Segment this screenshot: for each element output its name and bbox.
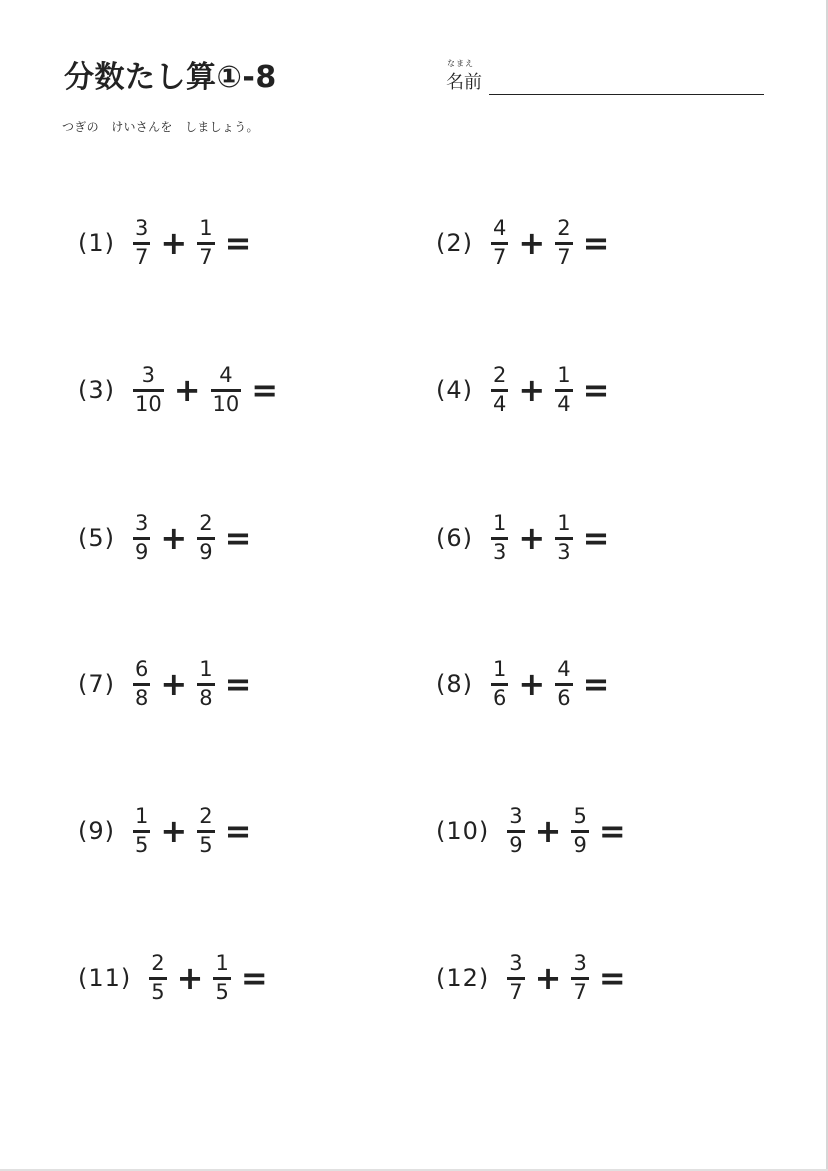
numerator: 2 xyxy=(199,511,213,535)
fraction-a xyxy=(133,364,164,416)
equals-sign: = xyxy=(582,518,610,557)
numerator: 6 xyxy=(135,657,149,681)
problem-12 xyxy=(436,952,626,1004)
equals-sign: = xyxy=(582,223,610,262)
denominator: 7 xyxy=(557,244,571,269)
problem-9 xyxy=(78,805,251,857)
problem-number: (4) xyxy=(436,375,473,404)
name-label: 名前 xyxy=(446,72,482,93)
fraction-a xyxy=(491,512,508,564)
denominator: 5 xyxy=(215,979,229,1004)
fraction-a xyxy=(133,217,150,269)
numerator: 5 xyxy=(573,804,587,828)
numerator: 3 xyxy=(141,363,156,387)
denominator: 6 xyxy=(493,685,507,710)
problem-number: (5) xyxy=(78,523,115,552)
numerator: 1 xyxy=(199,657,213,681)
denominator: 3 xyxy=(557,539,571,564)
problem-1 xyxy=(78,217,251,269)
denominator: 9 xyxy=(509,832,523,857)
name-ruby: なまえ xyxy=(447,59,474,68)
problem-number: (11) xyxy=(78,963,132,992)
fraction-b xyxy=(197,658,214,710)
problem-number: (12) xyxy=(436,963,490,992)
problem-11 xyxy=(78,952,268,1004)
plus-sign: + xyxy=(534,811,562,850)
fraction-b xyxy=(571,805,588,857)
fraction-b xyxy=(197,217,214,269)
equals-sign: = xyxy=(598,958,626,997)
numerator: 1 xyxy=(199,216,213,240)
plus-sign: + xyxy=(160,664,188,703)
problem-number: (1) xyxy=(78,228,115,257)
numerator: 2 xyxy=(199,804,213,828)
fraction-a xyxy=(507,805,524,857)
problem-number: (8) xyxy=(436,669,473,698)
fraction-b xyxy=(555,217,572,269)
fraction-b xyxy=(197,805,214,857)
denominator: 5 xyxy=(135,832,149,857)
numerator: 1 xyxy=(557,363,571,387)
numerator: 3 xyxy=(509,804,523,828)
numerator: 1 xyxy=(215,951,229,975)
denominator: 7 xyxy=(135,244,149,269)
plus-sign: + xyxy=(518,664,546,703)
fraction-a xyxy=(491,364,508,416)
plus-sign: + xyxy=(160,223,188,262)
fraction-a xyxy=(133,512,150,564)
equals-sign: = xyxy=(582,664,610,703)
equals-sign: = xyxy=(224,518,252,557)
numerator: 1 xyxy=(557,511,571,535)
plus-sign: + xyxy=(176,958,204,997)
denominator: 7 xyxy=(509,979,523,1004)
fraction-a xyxy=(491,658,508,710)
numerator: 1 xyxy=(493,657,507,681)
numerator: 4 xyxy=(557,657,571,681)
numerator: 3 xyxy=(573,951,587,975)
denominator: 9 xyxy=(135,539,149,564)
denominator: 3 xyxy=(493,539,507,564)
problem-number: (2) xyxy=(436,228,473,257)
fraction-a xyxy=(149,952,166,1004)
plus-sign: + xyxy=(518,370,546,409)
plus-sign: + xyxy=(173,370,201,409)
denominator: 8 xyxy=(199,685,213,710)
fraction-a xyxy=(491,217,508,269)
fraction-b xyxy=(197,512,214,564)
problem-number: (10) xyxy=(436,816,490,845)
problem-number: (7) xyxy=(78,669,115,698)
equals-sign: = xyxy=(598,811,626,850)
denominator: 10 xyxy=(135,391,162,416)
denominator: 7 xyxy=(573,979,587,1004)
problem-8 xyxy=(436,658,609,710)
problem-2 xyxy=(436,217,609,269)
fraction-b xyxy=(211,364,242,416)
equals-sign: = xyxy=(224,223,252,262)
fraction-b xyxy=(555,658,572,710)
denominator: 4 xyxy=(557,391,571,416)
equals-sign: = xyxy=(251,370,279,409)
denominator: 9 xyxy=(199,539,213,564)
fraction-b xyxy=(571,952,588,1004)
numerator: 2 xyxy=(557,216,571,240)
name-write-line[interactable] xyxy=(489,94,764,95)
denominator: 7 xyxy=(199,244,213,269)
plus-sign: + xyxy=(518,518,546,557)
denominator: 4 xyxy=(493,391,507,416)
equals-sign: = xyxy=(582,370,610,409)
plus-sign: + xyxy=(518,223,546,262)
problem-4 xyxy=(436,364,609,416)
fraction-b xyxy=(555,364,572,416)
problem-7 xyxy=(78,658,251,710)
numerator: 3 xyxy=(135,216,149,240)
problem-3 xyxy=(78,364,278,416)
denominator: 6 xyxy=(557,685,571,710)
problem-6 xyxy=(436,512,609,564)
problem-5 xyxy=(78,512,251,564)
plus-sign: + xyxy=(534,958,562,997)
problem-number: (9) xyxy=(78,816,115,845)
problem-number: (3) xyxy=(78,375,115,404)
plus-sign: + xyxy=(160,811,188,850)
numerator: 3 xyxy=(509,951,523,975)
denominator: 10 xyxy=(212,391,240,416)
equals-sign: = xyxy=(224,811,252,850)
numerator: 4 xyxy=(493,216,507,240)
numerator: 1 xyxy=(493,511,507,535)
denominator: 5 xyxy=(151,979,165,1004)
plus-sign: + xyxy=(160,518,188,557)
numerator: 4 xyxy=(219,363,233,387)
denominator: 9 xyxy=(573,832,587,857)
fraction-a xyxy=(133,805,150,857)
denominator: 7 xyxy=(493,244,507,269)
problem-number: (6) xyxy=(436,523,473,552)
denominator: 8 xyxy=(135,685,149,710)
problem-10 xyxy=(436,805,626,857)
fraction-b xyxy=(213,952,230,1004)
numerator: 2 xyxy=(493,363,507,387)
denominator: 5 xyxy=(199,832,213,857)
worksheet-title: 分数たし算①-8 xyxy=(64,60,277,95)
equals-sign: = xyxy=(240,958,268,997)
numerator: 1 xyxy=(135,804,149,828)
instruction-text: つぎの けいさんを しましょう。 xyxy=(62,120,259,134)
fraction-b xyxy=(555,512,572,564)
fraction-a xyxy=(507,952,524,1004)
numerator: 3 xyxy=(135,511,149,535)
equals-sign: = xyxy=(224,664,252,703)
numerator: 2 xyxy=(151,951,165,975)
fraction-a xyxy=(133,658,150,710)
